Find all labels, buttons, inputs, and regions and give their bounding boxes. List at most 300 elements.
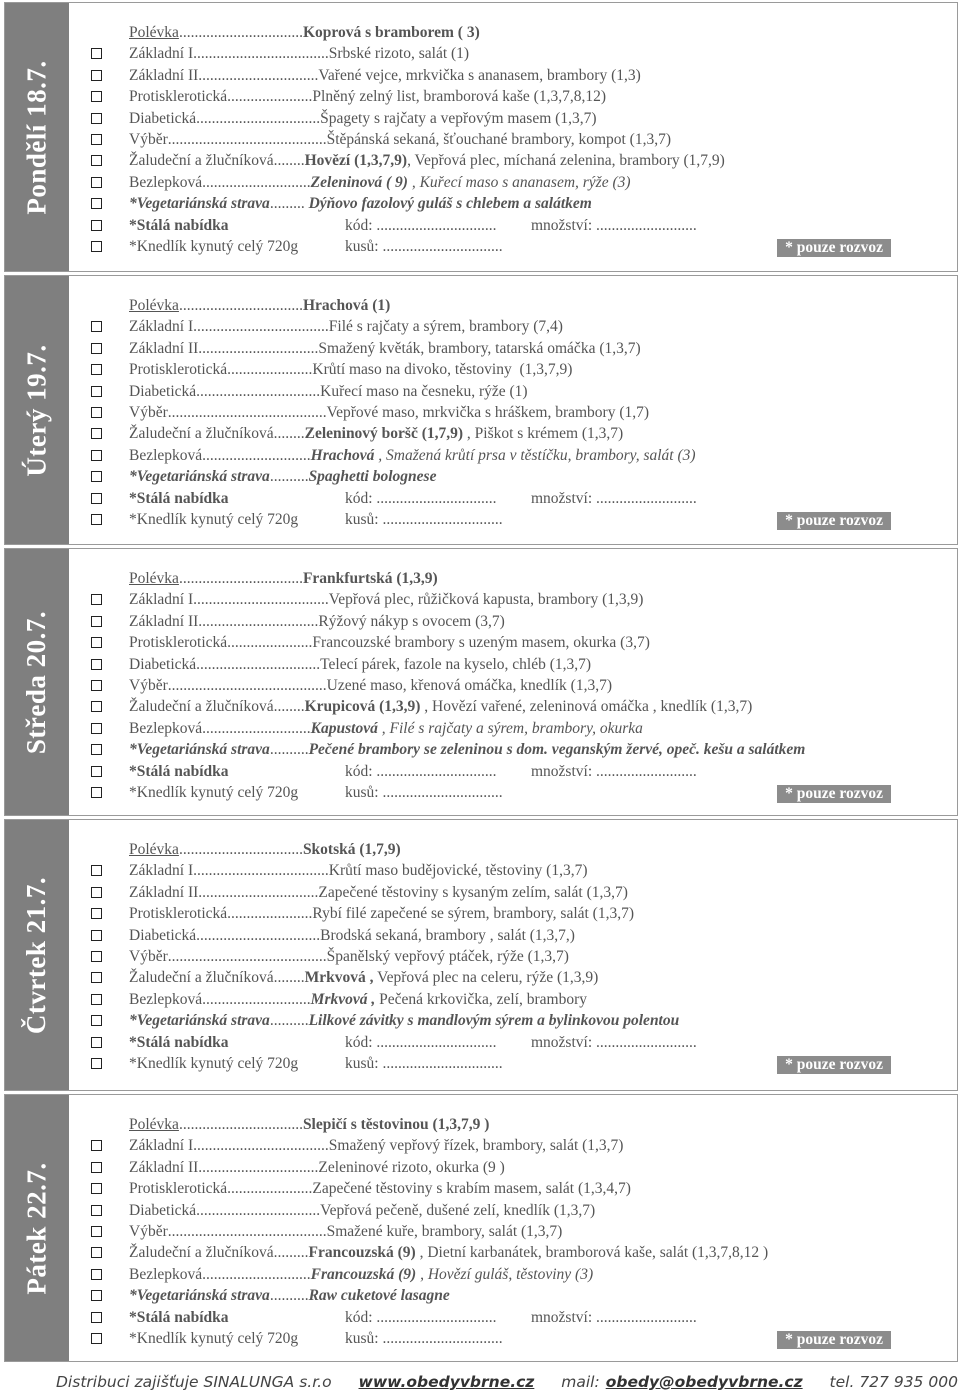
menu-item-line: [129, 862, 587, 880]
menu-item-label: Výběr: [129, 947, 168, 965]
order-checkbox[interactable]: [91, 1226, 102, 1237]
menu-item-row: [91, 926, 949, 947]
footer-mail-label: mail:: [561, 1373, 600, 1391]
pieces-field[interactable]: kusů: ...............................: [345, 510, 503, 528]
order-checkbox[interactable]: [91, 787, 102, 798]
menu-item-line: [129, 1159, 505, 1177]
permanent-offer-row: [91, 216, 949, 237]
order-checkbox[interactable]: [91, 343, 102, 354]
menu-item-row: [91, 1286, 949, 1307]
order-checkbox[interactable]: [91, 1205, 102, 1216]
leader-dots: ................................: [178, 841, 303, 858]
order-checkbox[interactable]: [91, 594, 102, 605]
order-checkbox[interactable]: [91, 930, 102, 941]
menu-item-dish: Španělský vepřový ptáček, rýže (1,3,7): [326, 947, 569, 965]
order-checkbox[interactable]: [91, 428, 102, 439]
menu-item-row: [91, 339, 949, 360]
order-checkbox[interactable]: [91, 766, 102, 777]
menu-item-row: [91, 382, 949, 403]
menu-item-row: [91, 1243, 949, 1264]
menu-item-label: *Vegetariánská strava: [129, 741, 270, 759]
menu-item-line: [129, 195, 592, 213]
menu-item-row: [91, 676, 949, 697]
order-checkbox[interactable]: [91, 493, 102, 504]
leader-dots: ..............................: [202, 339, 319, 357]
day-title: Středa 20.7.: [21, 610, 52, 754]
day-section: [4, 819, 958, 1091]
leader-dots: ................................: [196, 382, 321, 400]
menu-item-label: Základní II.: [129, 883, 203, 901]
quantity-field[interactable]: množství: ..........................: [531, 489, 697, 507]
footer-distributor: Distribuci zajišťuje SINALUNGA s.r.o: [56, 1373, 332, 1391]
soup-label: Polévka: [129, 24, 179, 41]
menu-item-line: [129, 905, 634, 923]
menu-item-dish: Smažené kuře, brambory, salát (1,3,7): [326, 1222, 563, 1240]
menu-item-dish: Krůtí maso budějovické, těstoviny (1,3,7): [328, 862, 588, 880]
order-checkbox[interactable]: [91, 744, 102, 755]
order-checkbox[interactable]: [91, 723, 102, 734]
order-checkbox[interactable]: [91, 1162, 102, 1173]
leader-dots: ............................: [202, 719, 311, 737]
menu-item-row: [91, 424, 949, 445]
order-checkbox[interactable]: [91, 1290, 102, 1301]
order-checkbox[interactable]: [91, 680, 102, 691]
menu-item-dish: Vepřová pečeně, dušené zelí, knedlík (1,3,7): [320, 1201, 596, 1219]
leader-dots: ..........: [269, 468, 309, 486]
leader-dots: ..................................: [197, 318, 329, 336]
menu-item-dish: Krůtí maso na divoko, těstoviny (1,3,7,9): [312, 361, 573, 379]
menu-item-line: [129, 677, 612, 695]
menu-item-line: [129, 110, 596, 128]
order-checkbox[interactable]: [91, 241, 102, 252]
menu-item-line: [129, 720, 643, 738]
menu-item-label: *Vegetariánská strava: [129, 1012, 270, 1030]
menu-item-dish: Špagety s rajčaty a vepřovým masem (1,3,7): [320, 109, 597, 127]
leader-dots: ............................: [202, 446, 311, 464]
menu-item-dish: , Vepřová plec, míchaná zelenina, brambory (1,7,9): [407, 152, 725, 170]
delivery-only-badge: * pouze rozvoz: [777, 1056, 891, 1074]
quantity-field[interactable]: množství: ..........................: [531, 216, 697, 234]
permanent-offer-label: *Stálá nabídka: [129, 1033, 229, 1051]
menu-item-line: [129, 174, 631, 192]
soup-row: [91, 23, 949, 44]
dumpling-label: *Knedlík kynutý celý 720g: [129, 1054, 299, 1072]
menu-item-label: Výběr: [129, 1222, 168, 1240]
soup-row: [91, 840, 949, 861]
leader-dots: .........................................: [167, 947, 327, 965]
menu-item-line: [129, 383, 528, 401]
menu-item-row: [91, 947, 949, 968]
menu-item-label: Protisklerotická: [129, 1180, 228, 1198]
menu-item-label: Základní II.: [129, 1158, 203, 1176]
menu-item-dish: Filé s rajčaty a sýrem, brambory (7,4): [328, 318, 563, 336]
order-checkbox[interactable]: [91, 220, 102, 231]
permanent-offer-label: *Stálá nabídka: [129, 216, 229, 234]
menu-item-row: [91, 151, 949, 172]
menu-item-dish: Pečené brambory se zeleninou s dom. veganským žervé, opeč. kešu a salátkem: [308, 741, 806, 759]
order-checkbox[interactable]: [91, 198, 102, 209]
menu-item-row: [91, 1265, 949, 1286]
day-title-band: [5, 1095, 69, 1361]
pieces-field[interactable]: kusů: ...............................: [345, 1329, 503, 1347]
menu-item-dish: , Piškot s krémem (1,3,7): [463, 425, 624, 443]
menu-item-row: [91, 655, 949, 676]
menu-item-label: Základní I.: [129, 1137, 198, 1155]
menu-item-dish: Francouzské brambory s uzeným masem, okurka (3,7): [312, 634, 650, 652]
menu-item-line: [129, 1287, 450, 1305]
menu-item-dish: Brodská sekaná, brambory , salát (1,3,7,): [320, 926, 575, 944]
footer-mail-link[interactable]: obedy@obedyvbrne.cz: [605, 1373, 803, 1391]
menu-item-row: [91, 904, 949, 925]
menu-item-line: [129, 1202, 595, 1220]
menu-item-line: [129, 1244, 768, 1262]
order-checkbox[interactable]: [91, 865, 102, 876]
order-checkbox[interactable]: [91, 364, 102, 375]
order-checkbox[interactable]: [91, 701, 102, 712]
leader-dots: ..................................: [197, 1137, 329, 1155]
soup-line: [129, 570, 438, 588]
menu-item-row: [91, 1158, 949, 1179]
permanent-offer-row: [91, 1033, 949, 1054]
dumpling-label: *Knedlík kynutý celý 720g: [129, 510, 299, 528]
menu-item-dish: Rybí filé zapečené se sýrem, brambory, salát (1,3,7): [312, 905, 635, 923]
order-checkbox[interactable]: [91, 113, 102, 124]
order-checkbox[interactable]: [91, 321, 102, 332]
menu-item-line: [129, 741, 805, 759]
order-checkbox[interactable]: [91, 91, 102, 102]
leader-dots: ................................: [196, 655, 321, 673]
menu-item-line: [129, 447, 696, 465]
menu-item-row: [91, 590, 949, 611]
dumpling-row: [91, 1054, 949, 1075]
menu-rows: [91, 23, 949, 258]
menu-item-row: [91, 740, 949, 761]
menu-item-label: Protisklerotická: [129, 634, 228, 652]
menu-item-dish: , Dietní karbanátek, bramborová kaše, salát (1,3,7,8,12 ): [415, 1244, 769, 1262]
day-section: [4, 275, 958, 545]
day-title: Čtvrtek 21.7.: [21, 876, 52, 1034]
soup-label: Polévka: [129, 1116, 179, 1133]
footer: [56, 1373, 960, 1391]
delivery-only-badge: * pouze rozvoz: [777, 785, 891, 803]
menu-item-dish: Kuřecí maso na česneku, rýže (1): [320, 382, 528, 400]
menu-item-label: Protisklerotická: [129, 905, 228, 923]
menu-item-dish: Mrkvová ,: [310, 990, 376, 1008]
quantity-field[interactable]: množství: ..........................: [531, 1308, 697, 1326]
menu-item-row: [91, 697, 949, 718]
menu-item-dish: Hovězí (1,3,7,9): [304, 152, 408, 170]
leader-dots: ..........: [269, 1012, 309, 1030]
menu-item-label: Výběr: [129, 130, 168, 148]
menu-item-label: Bezlepková: [129, 990, 203, 1008]
menu-item-dish: Vepřová plec, růžičková kapusta, brambory (1,3,9): [328, 591, 644, 609]
order-checkbox[interactable]: [91, 1247, 102, 1258]
dumpling-label: *Knedlík kynutý celý 720g: [129, 237, 299, 255]
menu-item-label: Žaludeční a žlučníková: [129, 698, 274, 716]
leader-dots: ......................: [227, 1180, 313, 1198]
menu-rows: [91, 840, 949, 1075]
permanent-offer-label: *Stálá nabídka: [129, 762, 229, 780]
delivery-only-badge: * pouze rozvoz: [777, 512, 891, 530]
menu-item-line: [129, 152, 725, 170]
leader-dots: ............................: [202, 1265, 311, 1283]
leader-dots: ..............................: [202, 1158, 319, 1176]
order-checkbox[interactable]: [91, 155, 102, 166]
code-field[interactable]: kód: ...............................: [345, 1308, 497, 1326]
menu-item-row: [91, 633, 949, 654]
menu-item-row: [91, 194, 949, 215]
menu-item-row: [91, 44, 949, 65]
menu-item-row: [91, 1201, 949, 1222]
leader-dots: ........: [273, 698, 305, 716]
order-checkbox[interactable]: [91, 177, 102, 188]
dumpling-label: *Knedlík kynutý celý 720g: [129, 1329, 299, 1347]
menu-rows: [91, 296, 949, 531]
soup-line: [129, 1116, 489, 1134]
menu-item-row: [91, 861, 949, 882]
leader-dots: ................................: [178, 1116, 303, 1133]
order-checkbox[interactable]: [91, 1312, 102, 1323]
order-checkbox[interactable]: [91, 994, 102, 1005]
soup-name: Frankfurtská (1,3,9): [302, 570, 438, 587]
menu-item-dish: Uzené maso, křenová omáčka, knedlík (1,3,7): [326, 676, 612, 694]
menu-item-line: [129, 1223, 562, 1241]
order-checkbox[interactable]: [91, 1015, 102, 1026]
menu-item-line: [129, 45, 469, 63]
code-field[interactable]: kód: ...............................: [345, 489, 497, 507]
menu-item-line: [129, 67, 641, 85]
menu-item-dish: Spaghetti bolognese: [308, 468, 437, 486]
quantity-field[interactable]: množství: ..........................: [531, 762, 697, 780]
soup-name: Slepičí s těstovinou (1,3,7,9 ): [302, 1116, 490, 1133]
dumpling-label: *Knedlík kynutý celý 720g: [129, 783, 299, 801]
soup-label: Polévka: [129, 841, 179, 858]
permanent-offer-label: *Stálá nabídka: [129, 489, 229, 507]
menu-item-line: [129, 948, 569, 966]
soup-name: Skotská (1,7,9): [302, 841, 401, 858]
menu-item-dish: , Hovězí guláš, těstoviny (3): [416, 1265, 594, 1283]
day-title: Úterý 19.7.: [21, 343, 52, 477]
menu-item-label: Základní I.: [129, 318, 198, 336]
day-title-band: [5, 820, 69, 1090]
menu-item-line: [129, 404, 649, 422]
dumpling-row: [91, 783, 949, 804]
order-checkbox[interactable]: [91, 1333, 102, 1344]
menu-item-line: [129, 927, 575, 945]
menu-item-dish: Zapečené těstoviny s kysaným zelím, salát (1,3,7): [318, 883, 628, 901]
menu-item-label: Protisklerotická: [129, 88, 228, 106]
menu-item-line: [129, 1012, 679, 1030]
menu-item-dish: Raw cuketové lasagne: [308, 1287, 450, 1305]
menu-item-line: [129, 468, 436, 486]
leader-dots: ........: [273, 152, 305, 170]
menu-item-row: [91, 66, 949, 87]
leader-dots: .........................................: [167, 403, 327, 421]
menu-item-dish: Zeleninová ( 9): [310, 173, 408, 191]
day-section: [4, 548, 958, 816]
day-title-band: [5, 549, 69, 815]
menu-item-dish: Dýňovo fazolový guláš s chlebem a salátkem: [304, 195, 592, 213]
menu-item-label: Výběr: [129, 676, 168, 694]
menu-item-row: [91, 317, 949, 338]
menu-item-line: [129, 1137, 623, 1155]
menu-item-row: [91, 1011, 949, 1032]
soup-row: [91, 1115, 949, 1136]
menu-item-dish: Francouzská (9): [310, 1265, 417, 1283]
menu-item-row: [91, 1222, 949, 1243]
menu-item-row: [91, 360, 949, 381]
menu-item-dish: Zapečené těstoviny s krabím masem, salát (1,3,4,7): [312, 1180, 631, 1198]
menu-rows: [91, 569, 949, 804]
permanent-offer-row: [91, 489, 949, 510]
leader-dots: ................................: [196, 926, 321, 944]
menu-item-dish: Štěpánská sekaná, šťouchané brambory, kompot (1,3,7): [326, 130, 672, 148]
order-checkbox[interactable]: [91, 659, 102, 670]
menu-item-line: [129, 1180, 631, 1198]
menu-item-line: [129, 591, 643, 609]
menu-rows: [91, 1115, 949, 1350]
menu-item-row: [91, 612, 949, 633]
menu-item-row: [91, 990, 949, 1011]
order-checkbox[interactable]: [91, 48, 102, 59]
menu-item-dish: Srbské rizoto, salát (1): [328, 45, 470, 63]
dumpling-row: [91, 510, 949, 531]
menu-item-dish: Vařené vejce, mrkvička s ananasem, brambory (1,3): [318, 66, 641, 84]
soup-name: Hrachová (1): [302, 297, 391, 314]
leader-dots: ................................: [196, 1201, 321, 1219]
order-checkbox[interactable]: [91, 450, 102, 461]
menu-item-dish: Lilkové závitky s mandlovým sýrem a bylinkovou polentou: [308, 1012, 680, 1030]
menu-item-dish: Zeleninový boršč (1,7,9): [304, 425, 464, 443]
order-checkbox[interactable]: [91, 972, 102, 983]
menu-item-label: Protisklerotická: [129, 361, 228, 379]
menu-item-label: Základní II.: [129, 339, 203, 357]
soup-row: [91, 569, 949, 590]
menu-item-label: Žaludeční a žlučníková: [129, 152, 274, 170]
menu-item-line: [129, 991, 587, 1009]
menu-item-line: [129, 340, 641, 358]
menu-item-row: [91, 446, 949, 467]
menu-item-dish: Plněný zelný list, bramborová kaše (1,3,7,8,12): [312, 88, 606, 106]
menu-item-line: [129, 88, 606, 106]
delivery-only-badge: * pouze rozvoz: [777, 1331, 891, 1349]
menu-item-label: Diabetická: [129, 109, 197, 127]
menu-item-row: [91, 1179, 949, 1200]
pieces-field[interactable]: kusů: ...............................: [345, 783, 503, 801]
menu-item-dish: Vepřová plec na celeru, rýže (1,3,9): [373, 969, 599, 987]
code-field[interactable]: kód: ...............................: [345, 1033, 497, 1051]
soup-label: Polévka: [129, 570, 179, 587]
day-section: [4, 2, 958, 272]
menu-item-label: Diabetická: [129, 926, 197, 944]
day-title: Pondělí 18.7.: [21, 59, 52, 215]
day-section: [4, 1094, 958, 1362]
quantity-field[interactable]: množství: ..........................: [531, 1033, 697, 1051]
soup-label: Polévka: [129, 297, 179, 314]
code-field[interactable]: kód: ...............................: [345, 216, 497, 234]
code-field[interactable]: kód: ...............................: [345, 762, 497, 780]
order-checkbox[interactable]: [91, 616, 102, 627]
order-checkbox[interactable]: [91, 637, 102, 648]
menu-item-dish: Francouzská (9): [308, 1244, 416, 1262]
leader-dots: .........: [273, 1244, 309, 1262]
leader-dots: ......................: [227, 88, 313, 106]
order-checkbox[interactable]: [91, 1183, 102, 1194]
menu-item-row: [91, 467, 949, 488]
leader-dots: .........................................: [167, 676, 327, 694]
leader-dots: ................................: [178, 297, 303, 314]
day-title-band: [5, 276, 69, 544]
order-checkbox[interactable]: [91, 134, 102, 145]
leader-dots: ..................................: [197, 591, 329, 609]
menu-item-line: [129, 425, 623, 443]
leader-dots: ........: [273, 969, 305, 987]
menu-item-label: Žaludeční a žlučníková: [129, 425, 274, 443]
menu-item-dish: Rýžový nákyp s ovocem (3,7): [318, 612, 505, 630]
order-checkbox[interactable]: [91, 1269, 102, 1280]
order-checkbox[interactable]: [91, 514, 102, 525]
leader-dots: ..............................: [202, 612, 319, 630]
pieces-field[interactable]: kusů: ...............................: [345, 237, 503, 255]
order-checkbox[interactable]: [91, 386, 102, 397]
order-checkbox[interactable]: [91, 951, 102, 962]
order-checkbox[interactable]: [91, 1140, 102, 1151]
leader-dots: ..............................: [202, 66, 319, 84]
menu-item-line: [129, 698, 752, 716]
leader-dots: ..............................: [202, 883, 319, 901]
soup-line: [129, 841, 401, 859]
order-checkbox[interactable]: [91, 887, 102, 898]
pieces-field[interactable]: kusů: ...............................: [345, 1054, 503, 1072]
leader-dots: ........: [273, 425, 305, 443]
menu-item-row: [91, 719, 949, 740]
leader-dots: ................................: [178, 570, 303, 587]
menu-item-dish: Pečená krkovička, zelí, brambory: [375, 990, 587, 1008]
order-checkbox[interactable]: [91, 908, 102, 919]
menu-item-dish: Smažený květák, brambory, tatarská omáčka (1,3,7): [318, 339, 641, 357]
order-checkbox[interactable]: [91, 407, 102, 418]
dumpling-row: [91, 1329, 949, 1350]
permanent-offer-row: [91, 1308, 949, 1329]
order-checkbox[interactable]: [91, 1058, 102, 1069]
leader-dots: ..................................: [197, 45, 329, 63]
menu-item-row: [91, 87, 949, 108]
menu-item-row: [91, 173, 949, 194]
order-checkbox[interactable]: [91, 471, 102, 482]
order-checkbox[interactable]: [91, 70, 102, 81]
leader-dots: ................................: [196, 109, 321, 127]
leader-dots: ..........: [269, 741, 309, 759]
footer-web-link[interactable]: www.obedyvbrne.cz: [358, 1373, 535, 1391]
menu-item-dish: Zeleninové rizoto, okurka (9 ): [318, 1158, 505, 1176]
menu-item-row: [91, 403, 949, 424]
permanent-offer-row: [91, 762, 949, 783]
menu-item-dish: Hrachová: [310, 446, 375, 464]
menu-item-dish: , Kuřecí maso s ananasem, rýže (3): [407, 173, 631, 191]
soup-name: Koprová s bramborem ( 3): [302, 24, 480, 41]
order-checkbox[interactable]: [91, 1037, 102, 1048]
day-title-band: [5, 3, 69, 271]
menu-item-line: [129, 361, 572, 379]
menu-item-label: Základní I.: [129, 862, 198, 880]
menu-item-line: [129, 656, 591, 674]
leader-dots: ......................: [227, 634, 313, 652]
menu-item-line: [129, 131, 671, 149]
menu-item-line: [129, 884, 628, 902]
menu-item-line: [129, 318, 563, 336]
menu-item-label: *Vegetariánská strava: [129, 195, 270, 213]
menu-item-label: *Vegetariánská strava: [129, 1287, 270, 1305]
